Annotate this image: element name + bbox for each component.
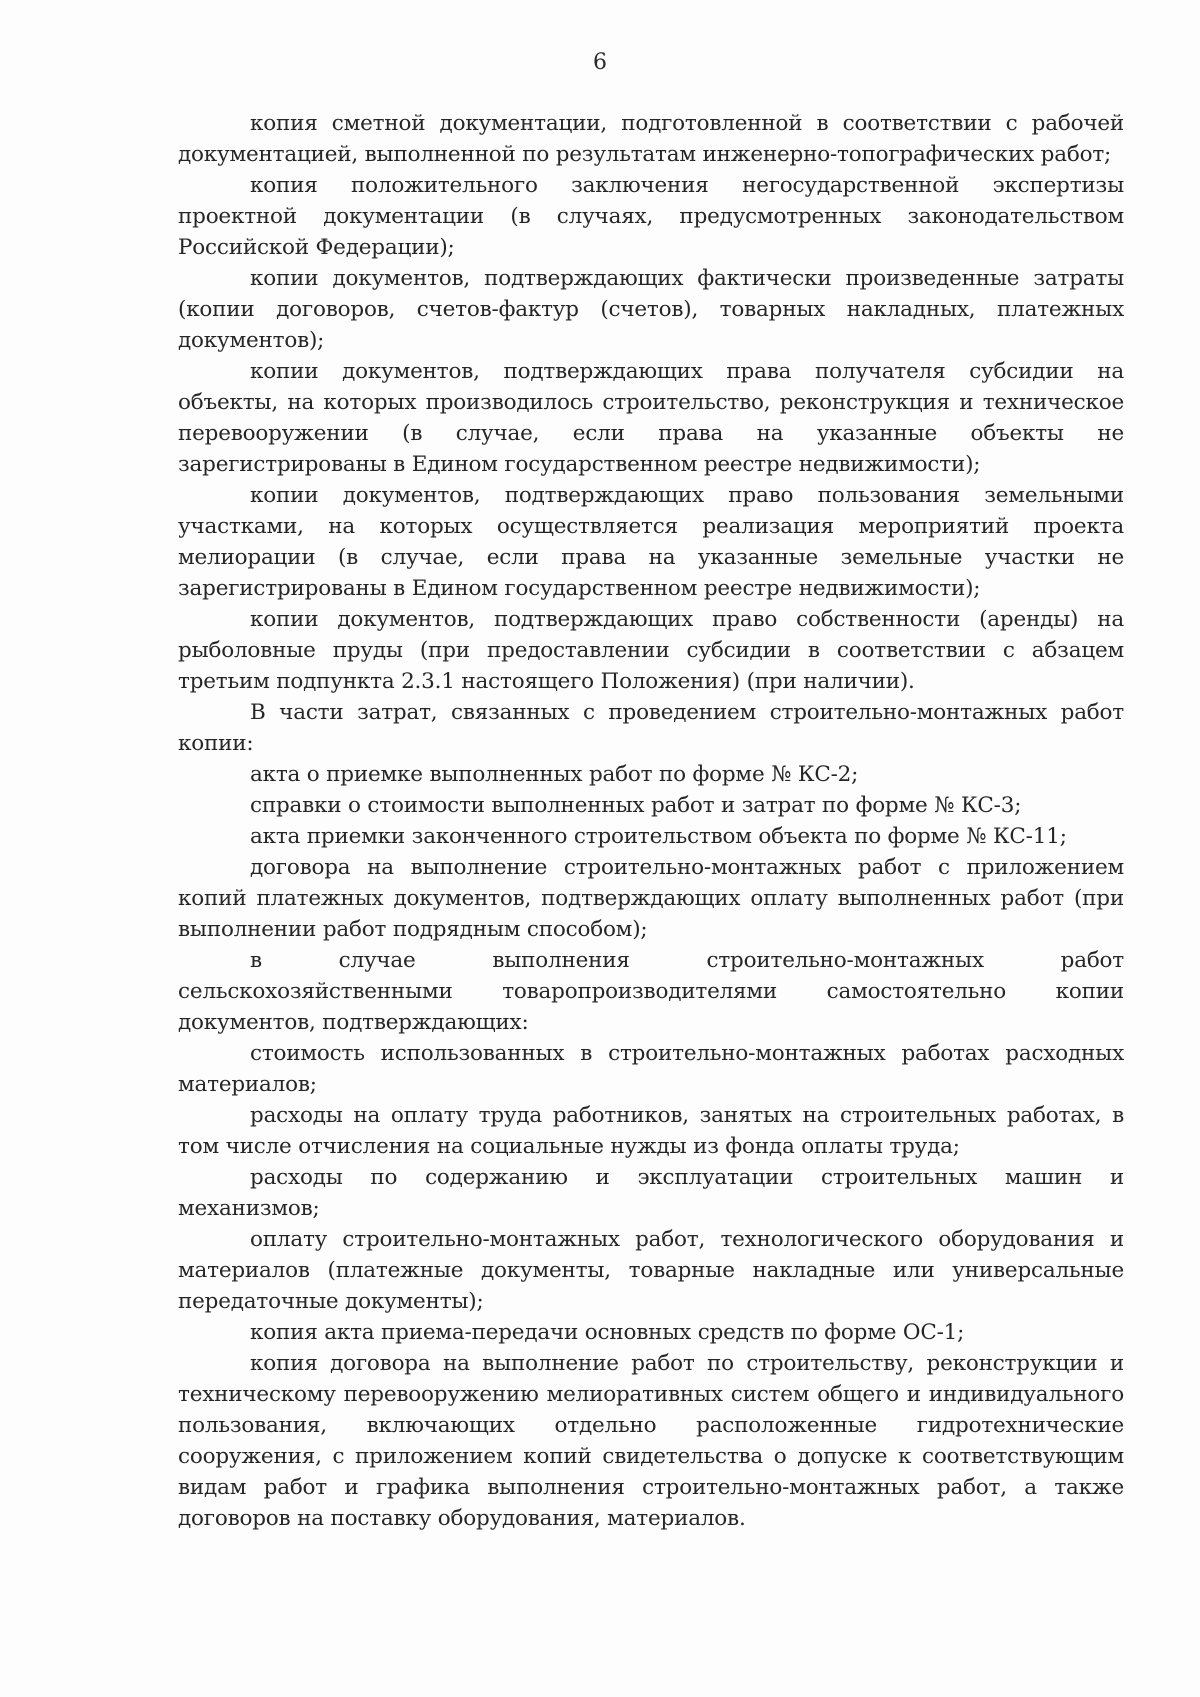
paragraph: оплату строительно-монтажных работ, технологического оборудования и материалов (платежные документы, товарные накладные или универсальные передаточные документы); [178,1227,1124,1314]
paragraph: копия сметной документации, подготовленной в соответствии с рабочей документацией, выполненной по результатам инженерно-топографических работ; [178,111,1124,167]
paragraph: расходы по содержанию и эксплуатации строительных машин и механизмов; [178,1165,1124,1221]
paragraph: справки о стоимости выполненных работ и затрат по форме № КС-3; [250,793,1022,818]
paragraph: копии документов, подтверждающих право пользования земельными участками, на которых осуществляется реализация мероприятий проекта мелиорации (в случае, если права на указанные земельные участки не зарегистрированы в Едином государственном реестре недвижимости); [178,483,1124,601]
paragraph: акта приемки законченного строительством объекта по форме № КС-11; [250,824,1067,849]
document-body [178,108,1124,1534]
paragraph: расходы на оплату труда работников, занятых на строительных работах, в том числе отчисления на социальные нужды из фонда оплаты труда; [178,1103,1124,1159]
paragraph: копия положительного заключения негосударственной экспертизы проектной документации (в случаях, предусмотренных законодательством Российской Федерации); [178,173,1124,260]
paragraph: договора на выполнение строительно-монтажных работ с приложением копий платежных документов, подтверждающих оплату выполненных работ (при выполнении работ подрядным способом); [178,855,1124,942]
paragraph: копии документов, подтверждающих права получателя субсидии на объекты, на которых производилось строительство, реконструкция и техническое перевооружении (в случае, если права на указанные объекты не зарегистрированы в Едином государственном реестре недвижимости); [178,359,1124,477]
paragraph: копии документов, подтверждающих фактически произведенные затраты (копии договоров, счетов-фактур (счетов), товарных накладных, платежных документов); [178,266,1124,353]
paragraph: в случае выполнения строительно-монтажных работ сельскохозяйственными товаропроизводителями самостоятельно копии документов, подтверждающих: [178,948,1124,1035]
paragraph: копии документов, подтверждающих право собственности (аренды) на рыболовные пруды (при предоставлении субсидии в соответствии с абзацем третьим подпункта 2.3.1 настоящего Положения) (при наличии). [178,607,1124,694]
paragraph: копия договора на выполнение работ по строительству, реконструкции и техническому перевооружению мелиоративных систем общего и индивидуального пользования, включающих отдельно расположенные гидротехнические сооружения, с приложением копий свидетельства о допуске к соответствующим видам работ и графика выполнения строительно-монтажных работ, а также договоров на поставку оборудования, материалов. [178,1351,1124,1531]
paragraph: стоимость использованных в строительно-монтажных работах расходных материалов; [178,1041,1124,1097]
paragraph: акта о приемке выполненных работ по форме № КС-2; [250,762,859,787]
paragraph: В части затрат, связанных с проведением строительно-монтажных работ копии: [178,700,1124,756]
page-number: 6 [593,50,607,75]
paragraph: копия акта приема-передачи основных средств по форме ОС-1; [250,1320,965,1345]
